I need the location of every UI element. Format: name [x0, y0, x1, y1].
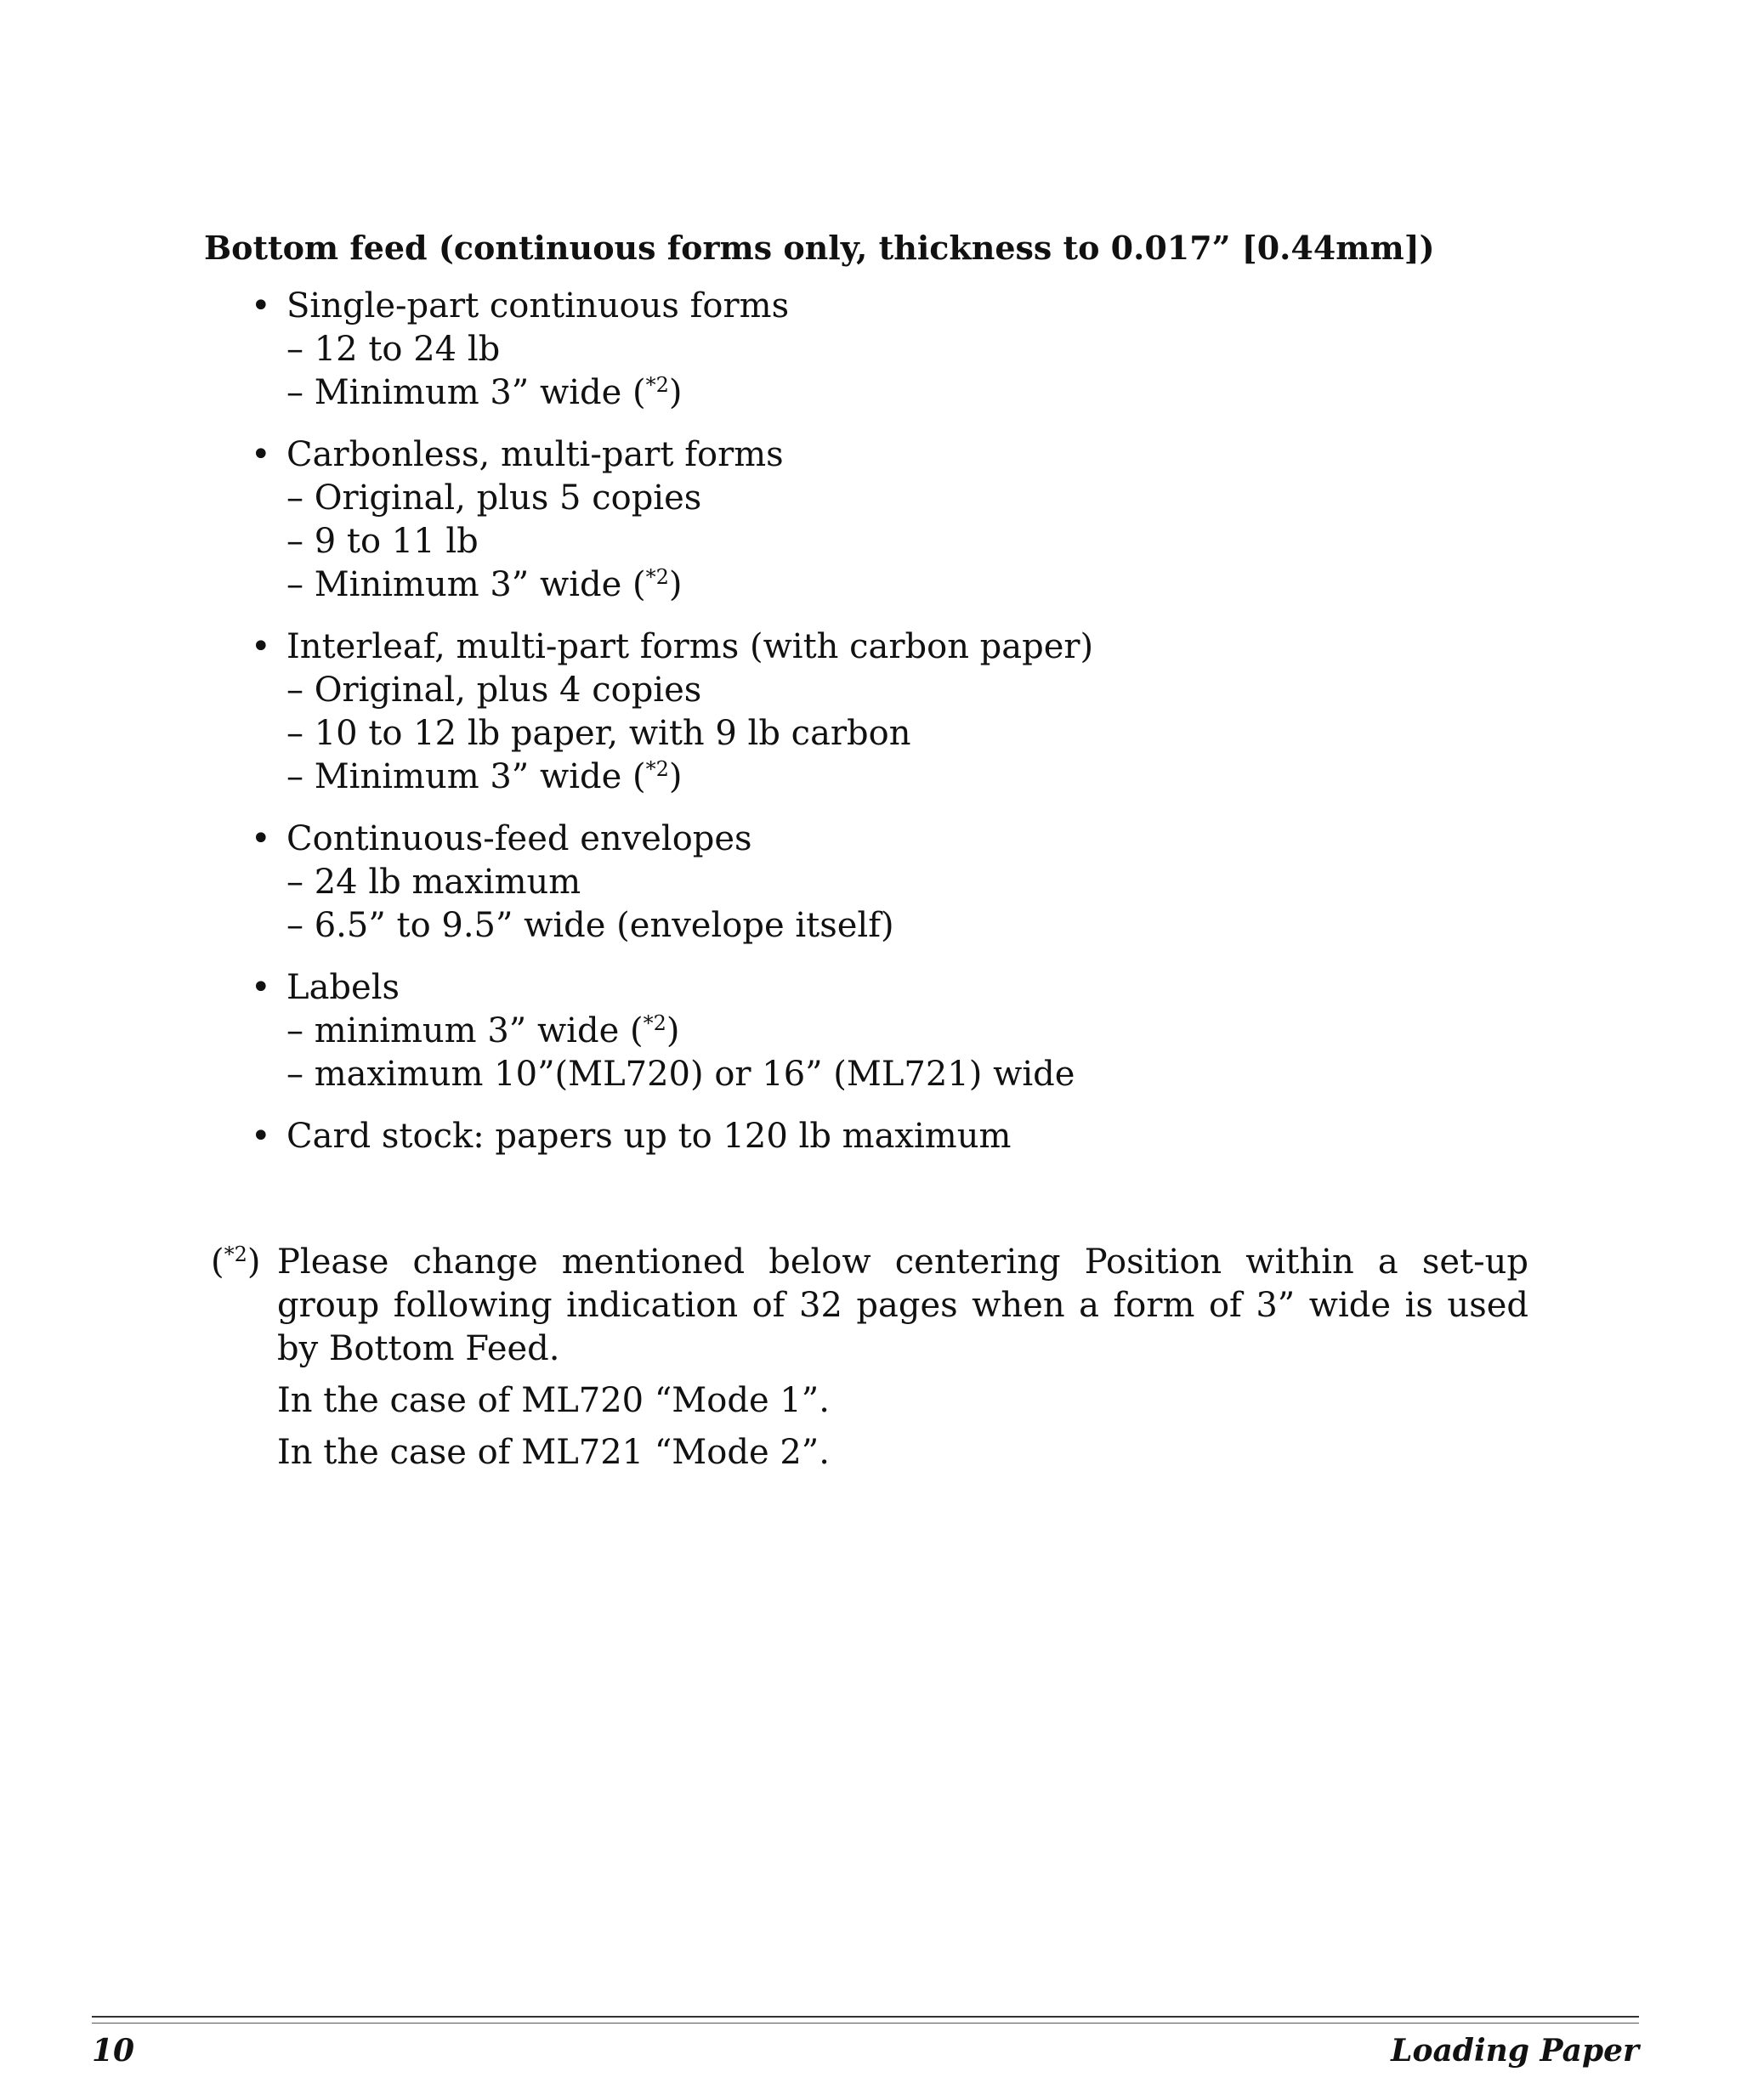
list-item [251, 433, 1526, 607]
list-item-label: Continuous-feed envelopes [286, 819, 752, 858]
list-subitem [251, 371, 1526, 415]
list-subitem: – 24 lb maximum [286, 863, 581, 902]
list-subitem: – 10 to 12 lb paper, with 9 lb carbon [286, 714, 911, 753]
bullet-icon: • [251, 627, 271, 666]
footer-divider [92, 2016, 1639, 2018]
subitem-text: ) [666, 1011, 680, 1050]
footnote-ref: *2 [645, 565, 669, 589]
list-subitem: – Original, plus 5 copies [286, 478, 702, 518]
list-item [251, 818, 1526, 948]
footnote-mark: ($^{*2}$) [211, 1242, 261, 1282]
page-number: 10 [92, 2033, 135, 2069]
footer-divider [92, 2023, 1639, 2024]
footnote-ref: *2 [645, 373, 669, 397]
subitem-text: ) [668, 373, 683, 412]
list-item-label: Card stock: papers up to 120 lb maximum [286, 1117, 1012, 1156]
footnote [211, 1241, 1528, 1475]
footnote-line: In the case of ML721 “Mode 2”. [277, 1433, 830, 1472]
section-title: Loading Paper [1391, 2033, 1639, 2069]
list-subitem [251, 1010, 1526, 1053]
list-subitem [251, 756, 1526, 799]
list-subitem: – Original, plus 4 copies [286, 671, 702, 710]
list-item-label: Carbonless, multi-part forms [286, 435, 784, 474]
list-item-label: Interleaf, multi-part forms (with carbon paper) [286, 627, 1094, 666]
subitem-text: – minimum 3” wide ( [286, 1011, 644, 1050]
subitem-text: – Minimum 3” wide ( [286, 757, 646, 796]
list-item [251, 285, 1526, 415]
subitem-text: – Minimum 3” wide ( [286, 565, 646, 604]
list-item [251, 966, 1526, 1096]
bullet-icon: • [251, 968, 271, 1007]
bullet-icon: • [251, 435, 271, 474]
list-item [251, 625, 1526, 799]
subitem-text: ) [668, 565, 683, 604]
section-heading: Bottom feed (continuous forms only, thickness to 0.017” [0.44mm]) [204, 229, 1435, 267]
list-subitem: – 6.5” to 9.5” wide (envelope itself) [286, 906, 894, 945]
paper-type-list [251, 285, 1526, 1177]
bullet-icon: • [251, 819, 271, 858]
list-item-label: Single-part continuous forms [286, 286, 790, 325]
list-subitem: – 12 to 24 lb [286, 330, 501, 369]
subitem-text: ) [668, 757, 683, 796]
list-item-label: Labels [286, 968, 400, 1007]
footnote-line: In the case of ML720 “Mode 1”. [277, 1381, 830, 1420]
list-item [251, 1115, 1526, 1158]
bullet-icon: • [251, 1117, 271, 1156]
list-subitem: – maximum 10”(ML720) or 16” (ML721) wide [286, 1055, 1075, 1094]
list-subitem [251, 563, 1526, 607]
footnote-ref: *2 [645, 757, 669, 781]
bullet-icon: • [251, 286, 271, 325]
list-subitem: – 9 to 11 lb [286, 522, 479, 561]
footnote-ref: *2 [643, 1011, 666, 1035]
subitem-text: – Minimum 3” wide ( [286, 373, 646, 412]
footnote-text: Please change mentioned below centering Position within a set-up group following indication of 32 pages when a form of 3” wide is used by Bottom Feed. [277, 1242, 1528, 1368]
